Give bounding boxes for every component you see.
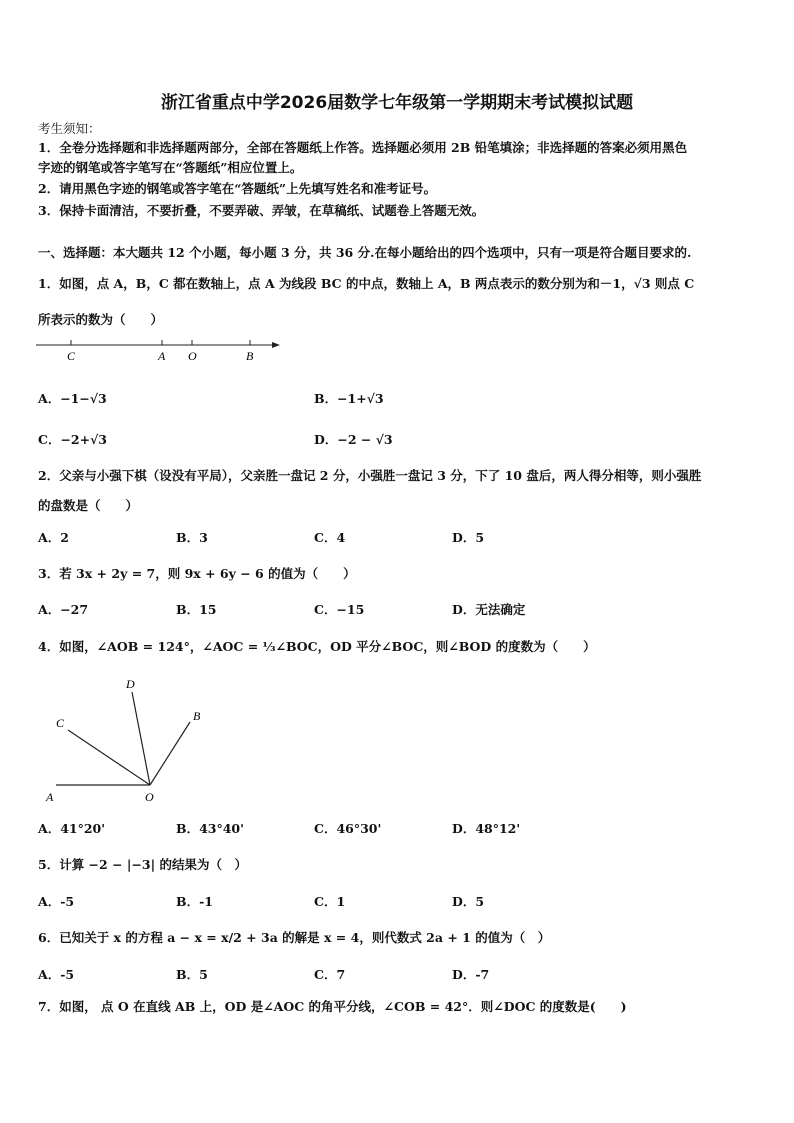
q5-stem: 5．计算 −2 − |−3| 的结果为（ ）	[38, 857, 248, 872]
q3-stem: 3．若 3x + 2y = 7，则 9x + 6y − 6 的值为（ ）	[38, 566, 356, 581]
q2-option-b[interactable]: B．3	[176, 530, 208, 545]
q1-stem-cont: 所表示的数为（ ）	[38, 312, 164, 327]
page-title: 浙江省重点中学2026届数学七年级第一学期期末考试模拟试题	[160, 93, 634, 113]
q2-option-d[interactable]: D．5	[452, 530, 485, 545]
notice-item-3: 3．保持卡面清洁，不要折叠，不要弄破、弄皱，在草稿纸、试题卷上答题无效。	[38, 203, 485, 218]
notice-item-1-cont: 字迹的钢笔或答字笔写在“答题纸”相应位置上。	[38, 160, 303, 175]
q7-stem: 7．如图， 点 O 在直线 AB 上，OD 是∠AOC 的角平分线，∠COB = 42°．则∠DOC 的度数是( )	[38, 999, 627, 1014]
axis-label-b: B	[246, 349, 254, 363]
q5-option-a[interactable]: A．-5	[38, 894, 75, 909]
section-heading: 一、选择题：本大题共 12 个小题，每小题 3 分，共 36 分.在每小题给出的四个选项中，只有一项是符合题目要求的.	[38, 245, 692, 260]
point-o-label: O	[145, 790, 154, 804]
notice-heading: 考生须知：	[38, 121, 101, 136]
q6-option-a[interactable]: A．-5	[38, 967, 75, 982]
axis-label-o: O	[188, 349, 197, 363]
q6-option-d[interactable]: D．-7	[452, 967, 490, 982]
q2-option-c[interactable]: C．4	[314, 530, 346, 545]
axis-label-c: C	[67, 349, 76, 363]
q1-stem: 1．如图，点 A，B，C 都在数轴上，点 A 为线段 BC 的中点，数轴上 A，B 两点表示的数分别为和－1，√3 则点 C	[38, 276, 695, 291]
point-a-label: A	[46, 790, 54, 804]
q5-option-d[interactable]: D．5	[452, 894, 485, 909]
q5-option-c[interactable]: C．1	[314, 894, 346, 909]
point-b-label: B	[193, 709, 201, 723]
notice-item-2: 2．请用黑色字迹的钢笔或答字笔在“答题纸”上先填写姓名和准考证号。	[38, 181, 437, 196]
q6-option-b[interactable]: B．5	[176, 967, 208, 982]
q2-stem: 2．父亲与小强下棋（设没有平局），父亲胜一盘记 2 分，小强胜一盘记 3 分，下了 10 盘后，两人得分相等，则小强胜	[38, 468, 702, 483]
angle-figure	[40, 672, 220, 807]
q3-option-d[interactable]: D．无法确定	[452, 602, 526, 617]
number-line-figure	[34, 336, 284, 370]
q4-option-d[interactable]: D．48°12'	[452, 821, 521, 836]
q6-stem: 6．已知关于 x 的方程 a − x = x/2 + 3a 的解是 x = 4，则代数式 2a + 1 的值为（ ）	[38, 930, 551, 945]
axis-label-a: A	[158, 349, 166, 363]
q3-option-b[interactable]: B．15	[176, 602, 217, 617]
q2-option-a[interactable]: A．2	[38, 530, 69, 545]
point-d-label: D	[126, 677, 135, 691]
q1-option-a[interactable]: A．−1−√3	[38, 391, 107, 406]
q4-option-b[interactable]: B．43°40'	[176, 821, 244, 836]
q3-option-c[interactable]: C．−15	[314, 602, 365, 617]
notice-item-1: 1．全卷分选择题和非选择题两部分，全部在答题纸上作答。选择题必须用 2B 铅笔填涂；非选择题的答案必须用黑色	[38, 140, 688, 155]
q4-option-a[interactable]: A．41°20'	[38, 821, 106, 836]
q6-option-c[interactable]: C．7	[314, 967, 346, 982]
q2-stem-cont: 的盘数是（ ）	[38, 498, 139, 513]
q4-stem: 4．如图，∠AOB = 124°，∠AOC = ⅓∠BOC，OD 平分∠BOC，则∠BOD 的度数为（ ）	[38, 639, 596, 654]
q3-option-a[interactable]: A．−27	[38, 602, 89, 617]
q5-option-b[interactable]: B．-1	[176, 894, 213, 909]
point-c-label: C	[56, 716, 65, 730]
q1-option-b[interactable]: B．−1+√3	[314, 391, 384, 406]
q1-option-c[interactable]: C．−2+√3	[38, 432, 108, 447]
q4-option-c[interactable]: C．46°30'	[314, 821, 382, 836]
q1-option-d[interactable]: D．−2 − √3	[314, 432, 393, 447]
